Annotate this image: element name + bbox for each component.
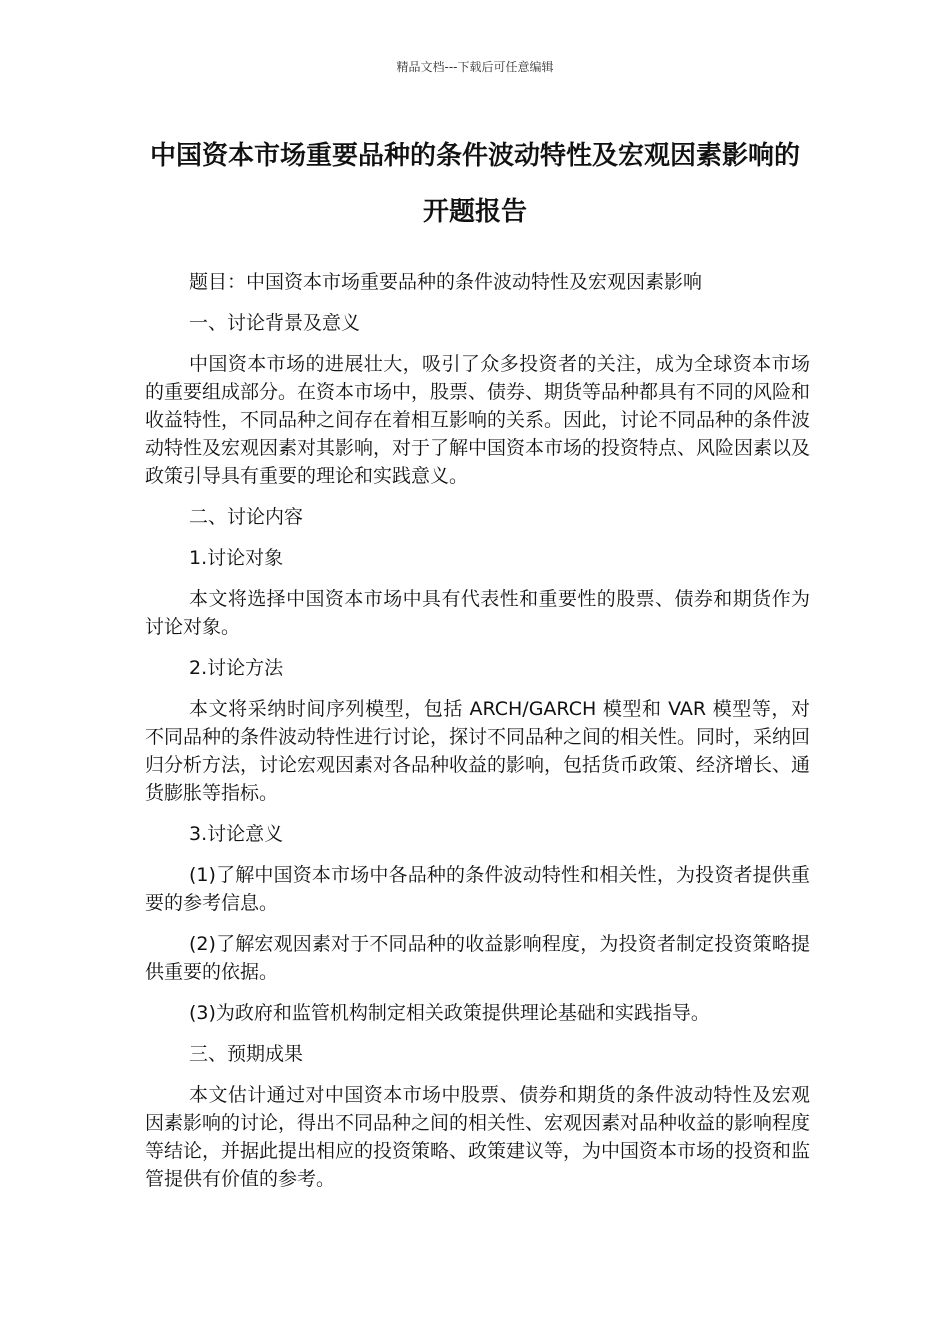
significance-item-2: (2)了解宏观因素对于不同品种的收益影响程度，为投资者制定投资策略提供重要的依据。: [145, 933, 810, 983]
significance-item-3: (3)为政府和监管机构制定相关政策提供理论基础和实践指导。: [189, 1002, 710, 1024]
document-title: 中国资本市场重要品种的条件波动特性及宏观因素影响的开题报告: [149, 141, 800, 227]
significance-item-1: (1)了解中国资本市场中各品种的条件波动特性和相关性，为投资者提供重要的参考信息。: [145, 864, 810, 914]
subsection-heading-method: 2.讨论方法: [189, 657, 284, 679]
document-body: [145, 268, 810, 1206]
section-paragraph-results: 本文估计通过对中国资本市场中股票、债券和期货的条件波动特性及宏观因素影响的讨论，得出不同品种之间的相关性、宏观因素对品种收益的影响程度等结论，并据此提出相应的投资策略、政策建议等，为中国资本市场的投资和监管提供有价值的参考。: [145, 1084, 811, 1190]
subsection-heading-significance: 3.讨论意义: [189, 823, 284, 845]
section-heading-results: 三、预期成果: [189, 1043, 304, 1065]
section-paragraph-background: 中国资本市场的进展壮大，吸引了众多投资者的关注，成为全球资本市场的重要组成部分。在资本市场中，股票、债券、期货等品种都具有不同的风险和收益特性，不同品种之间存在着相互影响的关系。因此，讨论不同品种的条件波动特性及宏观因素对其影响，对于了解中国资本市场的投资特点、风险因素以及政策引导具有重要的理论和实践意义。: [145, 353, 811, 487]
section-heading-background: 一、讨论背景及意义: [189, 312, 361, 334]
subsection-paragraph-method: 本文将采纳时间序列模型，包括 ARCH/GARCH 模型和 VAR 模型等，对不同品种的条件波动特性进行讨论，探讨不同品种之间的相关性。同时，采纳回归分析方法，讨论宏观因素对各品种收益的影响，包括货币政策、经济增长、通货膨胀等指标。: [145, 698, 811, 804]
section-heading-content: 二、讨论内容: [189, 506, 304, 528]
subsection-paragraph-object: 本文将选择中国资本市场中具有代表性和重要性的股票、债券和期货作为讨论对象。: [145, 588, 810, 638]
header-watermark: 精品文档---下载后可任意编辑: [396, 60, 554, 74]
subsection-heading-object: 1.讨论对象: [189, 547, 284, 569]
topic-line: 题目：中国资本市场重要品种的条件波动特性及宏观因素影响: [189, 271, 703, 293]
